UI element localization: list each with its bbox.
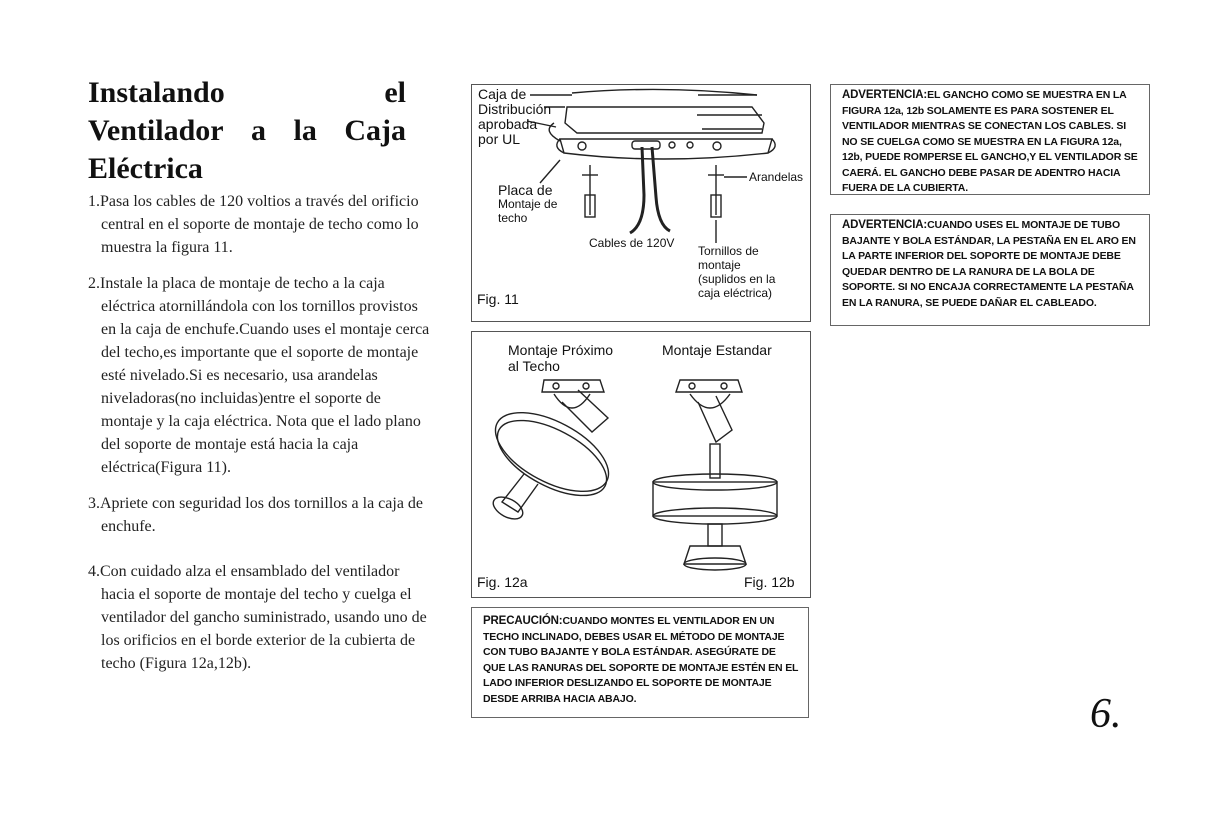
label-screws: montaje xyxy=(698,258,741,272)
label-close-mount: Montaje Próximo xyxy=(508,342,614,358)
caution-text: CUANDO MONTES EL VENTILADOR EN UN TECHO INCLINADO, DEBES USAR EL MÉTODO DE MONTAJE CON TUBO BAJANTE Y BOLA ESTÁNDAR. ASEGÚRATE DE QUE LAS RANURAS DEL SOPORTE DE MONTAJE ESTÉN EN EL LADO INFERIOR DESLIZANDO EL SOPORTE DE MONTAJE DESDE ARRIBA HACIA ABAJO. xyxy=(483,615,799,705)
instruction-step-3: 3.Apriete con seguridad los dos tornillos a la caja de enchufe. xyxy=(88,495,424,535)
label-screws: Tornillos de xyxy=(698,244,759,258)
label-outlet-box: Caja de xyxy=(478,86,527,102)
label-mounting-plate: Montaje de xyxy=(498,197,558,211)
warning-text: CUANDO USES EL MONTAJE DE TUBO BAJANTE Y BOLA ESTÁNDAR, LA PESTAÑA EN EL ARO EN LA PARTE INFERIOR DEL SOPORTE DE MONTAJE DEBE QUEDAR DENTRO DE LA RANURA DE LA BOLA DE SOPORTE. SI NO ENCAJA CORRECTAMENTE LA PESTAÑA EN LA RANURA, SE PUEDE DAÑAR EL CABLEADO. xyxy=(842,219,1136,309)
instruction-step-1: 1.Pasa los cables de 120 voltios a través del orificio central en el soporte de montaje de techo como lo muestra la figura 11. xyxy=(88,193,419,256)
instruction-step-4: 4.Con cuidado alza el ensamblado del ventilador hacia el soporte de montaje del techo y cuelga el ventilador del gancho suministrado, usando uno de los orificios en el borde exterior de la cubierta de techo (Figura 12a,12b). xyxy=(88,563,427,672)
warning-heading: ADVERTENCIA: xyxy=(842,89,928,101)
page-number: 6. xyxy=(1090,691,1122,737)
title-word: la xyxy=(293,114,317,147)
title-word: a xyxy=(251,114,267,147)
figure-12 xyxy=(471,331,811,598)
page-title xyxy=(88,74,406,188)
label-screws: caja eléctrica) xyxy=(698,286,773,300)
label-cables: Cables de 120V xyxy=(589,236,675,250)
warning-box-downrod xyxy=(830,214,1150,326)
figure-caption: Fig. 12a xyxy=(477,574,528,590)
caution-box-sloped-ceiling xyxy=(471,607,809,718)
label-screws: (suplidos en la xyxy=(698,272,776,286)
label-washers: Arandelas xyxy=(749,170,804,184)
title-word: el xyxy=(384,76,406,109)
label-close-mount: al Techo xyxy=(508,358,560,374)
title-word: Instalando xyxy=(88,76,225,109)
warning-text: EL GANCHO COMO SE MUESTRA EN LA FIGURA 12a, 12b SOLAMENTE ES PARA SOSTENER EL VENTILADOR MIENTRAS SE CONECTAN LOS CABLES. SI NO SE CUELGA COMO SE MUESTRA EN LA FIGURA 12a, 12b, PUEDE ROMPERSE EL GANCHO,Y EL VENTILADOR SE CAERÁ. EL GANCHO DEBE PASAR DE ADENTRO HACIA FUERA DE LA CUBIERTA. xyxy=(842,89,1138,194)
label-outlet-box: por UL xyxy=(478,131,521,147)
label-mounting-plate: Placa de xyxy=(498,182,553,198)
warning-heading: ADVERTENCIA: xyxy=(842,219,928,231)
figure-11 xyxy=(471,84,811,322)
warning-box-hook xyxy=(830,84,1150,195)
caution-heading: PRECAUCIÓN: xyxy=(483,615,563,627)
figure-caption: Fig. 11 xyxy=(477,291,519,307)
instruction-step-2: 2.Instale la placa de montaje de techo a la caja eléctrica atornillándola con los tornillos provistos en la caja de enchufe.Cuando uses el montaje cerca del techo,es importante que el soporte de montaje esté nivelado.Si es necesario, usa arandelas niveladoras(no incluidas)entre el soporte de montaje y la caja eléctrica. Nota que el lado plano del soporte de montaje está hacia la caja eléctrica(Figura 11). xyxy=(88,275,430,476)
label-outlet-box: Distribución xyxy=(478,101,552,117)
label-standard-mount: Montaje Estandar xyxy=(662,342,772,358)
label-outlet-box: aprobada xyxy=(478,116,538,132)
figure-caption: Fig. 12b xyxy=(744,574,795,590)
title-word: Ventilador xyxy=(88,114,224,147)
title-word: Eléctrica xyxy=(88,152,203,185)
title-word: Caja xyxy=(344,114,406,147)
instruction-list xyxy=(88,190,433,688)
label-mounting-plate: techo xyxy=(498,211,528,225)
